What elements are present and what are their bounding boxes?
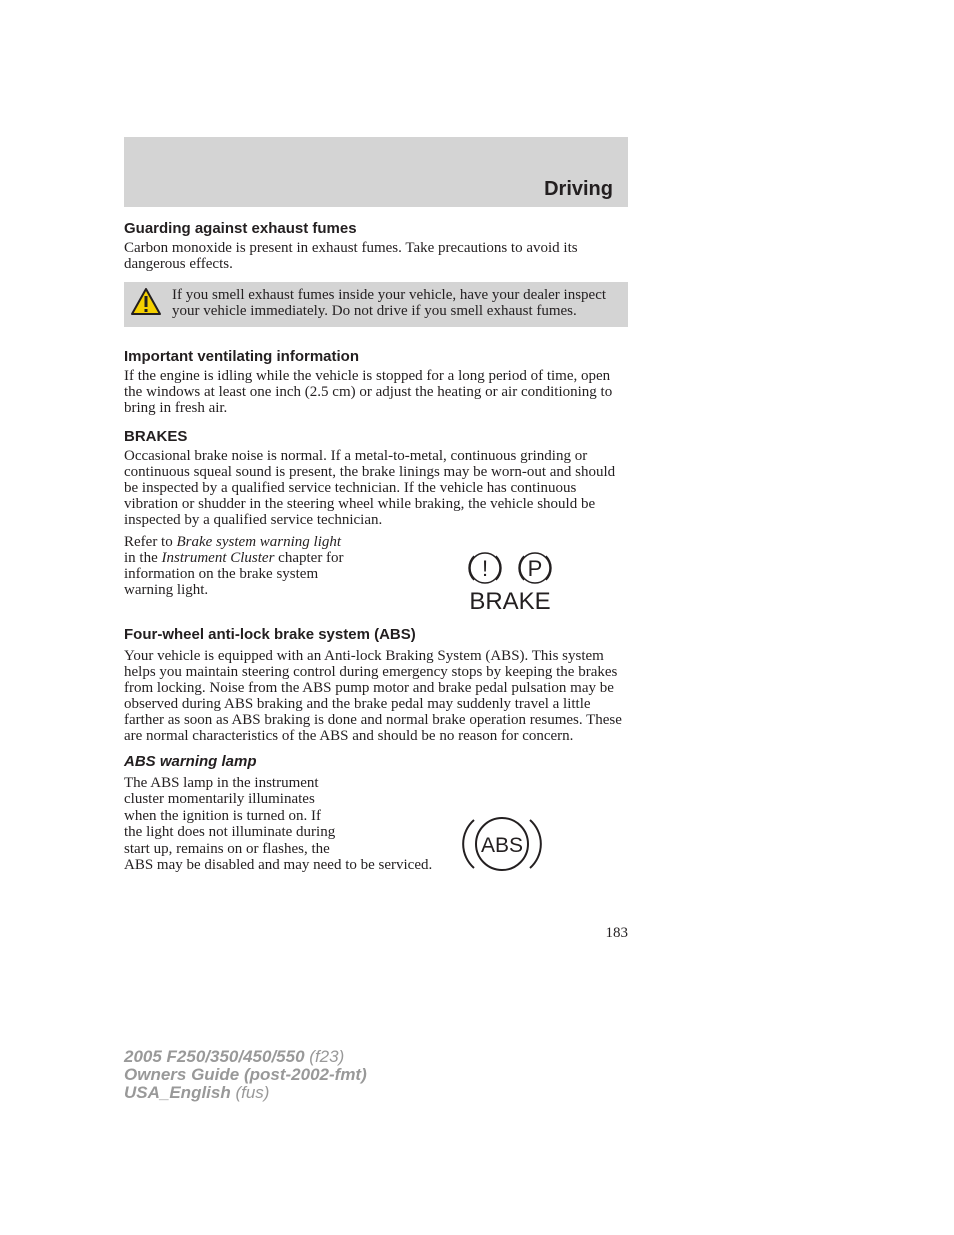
abs-label: ABS [480,834,524,857]
brake-p-label: P [527,556,543,581]
exhaust-heading: Guarding against exhaust fumes [124,220,357,237]
abs-lamp-line: The ABS lamp in the instrument [124,775,319,791]
page-number: 183 [605,925,628,941]
refer-text-2: in the [124,550,162,566]
section-title: Driving [544,178,613,200]
abs-lamp-line: ABS may be disabled and may need to be serviced. [124,857,433,874]
footer-line-3 [124,1084,367,1102]
footer-model-code: (f23) [304,1047,345,1066]
brake-warning-icon [462,548,558,612]
ventilating-body: If the engine is idling while the vehicle is stopped for a long period of time, open the windows at least one inch (2.5 cm) or adjust the heating or air conditioning to bring in fresh air. [124,368,613,416]
brake-label: BRAKE [469,588,551,612]
brakes-refer-text [124,534,354,598]
abs-lamp-line: cluster momentarily illuminates [124,791,315,808]
section-header [124,137,628,207]
warning-triangle-icon [130,287,162,317]
abs-lamp-line: when the ignition is turned on. If [124,807,322,824]
footer-language-code: (fus) [230,1083,270,1102]
page-content [124,218,628,873]
refer-text-1: Refer to [124,534,177,550]
abs-heading: Four-wheel anti-lock brake system (ABS) [124,626,416,643]
abs-lamp-line: the light does not illuminate during [124,824,336,841]
abs-lamp-line: start up, remains on or flashes, the [124,840,330,857]
abs-body: Your vehicle is equipped with an Anti-lock Braking System (ABS). This system helps you maintain steering control during emergency stops by keeping the brakes from locking. Noise from the ABS pump motor and brake pedal pulsation may be observed during ABS braking and the brake pedal may suddenly travel a little farther as soon as ABS braking is done and normal brake operation resumes. These are normal characteristics of the ABS and should be no reason for concern. [124,648,622,744]
abs-lamp-body [124,775,628,873]
brake-exclaim-label: ! [481,556,489,581]
footer-line-1 [124,1048,367,1066]
refer-text-3: chapter for information on the brake system warning light. [124,550,344,598]
footer-line-2: Owners Guide (post-2002-fmt) [124,1065,367,1084]
refer-emph-2: Instrument Cluster [161,550,275,566]
warning-box [124,282,628,327]
abs-lamp-heading: ABS warning lamp [124,753,257,770]
ventilating-heading: Important ventilating information [124,348,359,365]
brakes-body: Occasional brake noise is normal. If a metal-to-metal, continuous grinding or continuous squeal sound is present, the brake linings may be worn-out and should be inspected by a qualified service technician. If the vehicle has continuous vibration or shudder in the steering wheel while braking, the vehicle should be inspected by a qualified service technician. [124,448,616,528]
exhaust-body: Carbon monoxide is present in exhaust fumes. Take precautions to avoid its dangerous effects. [124,240,578,272]
refer-emph-1: Brake system warning light [176,534,342,550]
footer-language: USA_English [124,1083,231,1102]
brakes-heading: BRAKES [124,428,188,445]
abs-warning-icon [462,812,542,876]
document-footer [124,1048,367,1102]
warning-text: If you smell exhaust fumes inside your vehicle, have your dealer inspect your vehicle immediately. Do not drive if you smell exhaust fumes. [172,287,607,319]
footer-model: 2005 F250/350/450/550 [124,1047,305,1066]
